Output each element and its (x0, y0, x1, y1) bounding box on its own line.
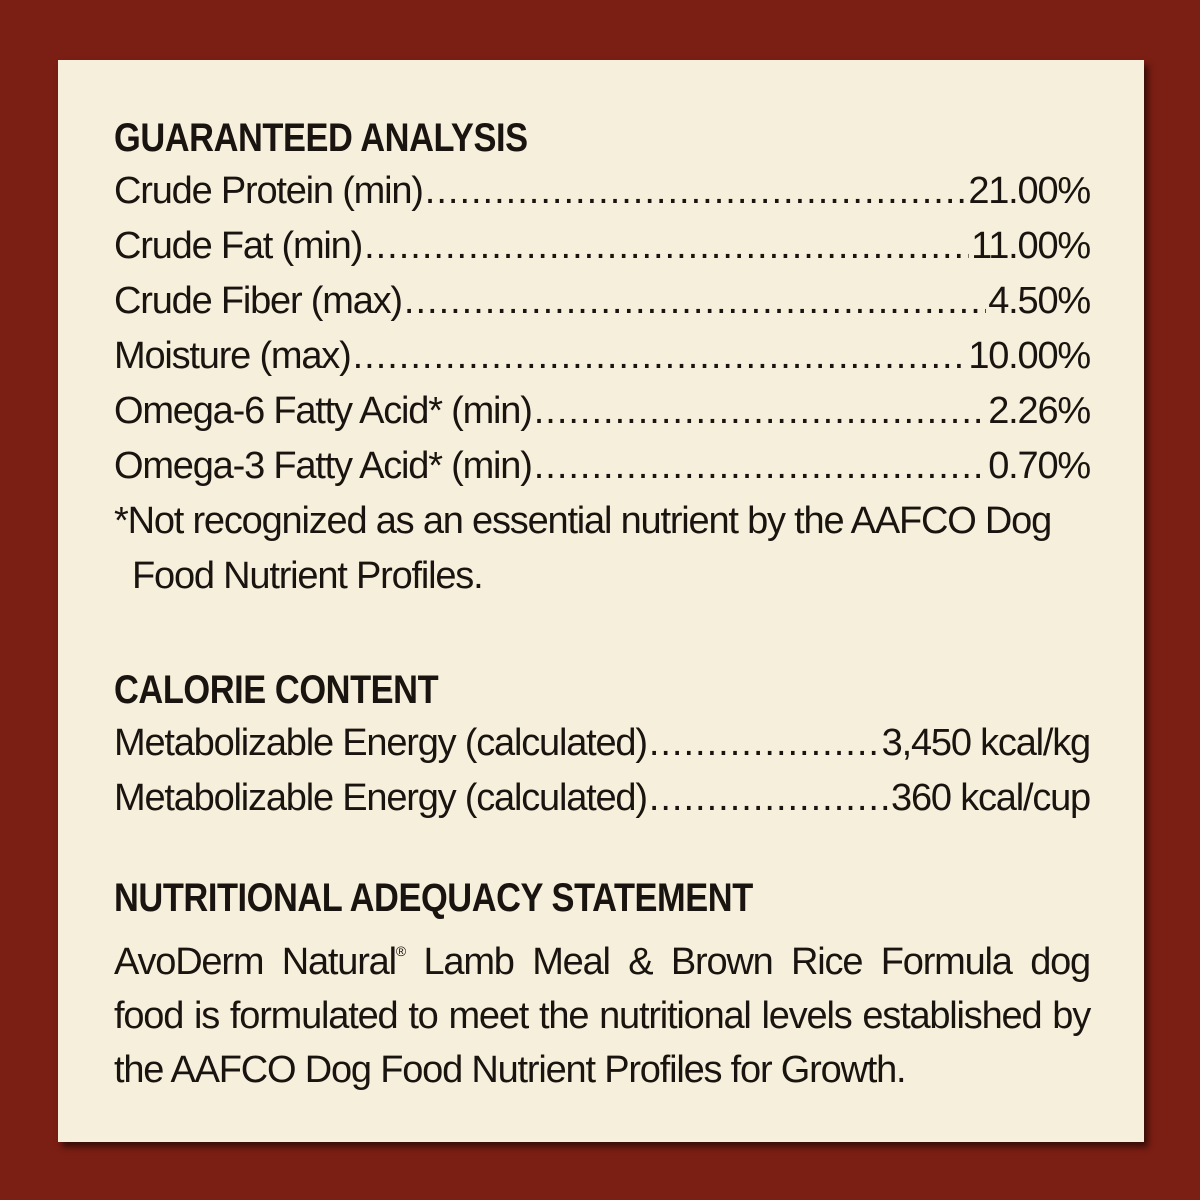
analysis-row (114, 329, 1090, 384)
nutritional-adequacy-heading: NUTRITIONAL ADEQUACY STATEMENT (114, 876, 753, 920)
calorie-row (114, 771, 1090, 826)
calorie-content-heading: CALORIE CONTENT (114, 668, 439, 712)
dot-leader (425, 164, 967, 219)
registered-mark: ® (395, 943, 405, 959)
statement-text: Lamb Meal & Brown Rice Formula dog food is formulated to meet the nutritional levels established by the AAFCO Dog Food Nutrient Profiles for Growth. (114, 941, 1090, 1091)
calorie-value: 360 kcal/cup (891, 777, 1090, 819)
guaranteed-analysis-heading: GUARANTEED ANALYSIS (114, 116, 528, 160)
footnote-line-2: Food Nutrient Profiles. (132, 555, 483, 597)
panel-content (114, 112, 1090, 1097)
analysis-value: 21.00% (968, 170, 1090, 212)
analysis-value: 2.26% (988, 390, 1090, 432)
dot-leader (364, 219, 969, 274)
analysis-value: 4.50% (988, 280, 1090, 322)
analysis-value: 10.00% (968, 335, 1090, 377)
analysis-value: 11.00% (971, 225, 1090, 267)
analysis-row (114, 439, 1090, 494)
analysis-row (114, 384, 1090, 439)
adequacy-statement (114, 924, 1090, 1097)
analysis-label: Omega-6 Fatty Acid* (min) (114, 390, 532, 432)
calorie-row (114, 716, 1090, 771)
footnote (114, 494, 1090, 604)
dot-leader (534, 439, 987, 494)
nutrition-panel (58, 60, 1144, 1142)
analysis-label: Crude Protein (min) (114, 170, 423, 212)
section-spacer (114, 604, 1090, 664)
dot-leader (353, 329, 967, 384)
analysis-label: Moisture (max) (114, 335, 351, 377)
analysis-value: 0.70% (988, 445, 1090, 487)
calorie-value: 3,450 kcal/kg (881, 722, 1090, 764)
analysis-row (114, 164, 1090, 219)
analysis-label: Crude Fat (min) (114, 225, 363, 267)
analysis-label: Crude Fiber (max) (114, 280, 402, 322)
dot-leader (534, 384, 987, 439)
analysis-label: Omega-3 Fatty Acid* (min) (114, 445, 532, 487)
footnote-line-1: *Not recognized as an essential nutrient by the AAFCO Dog (114, 500, 1052, 542)
dot-leader (404, 274, 986, 329)
section-spacer (114, 826, 1090, 872)
calorie-label: Metabolizable Energy (calculated) (114, 777, 647, 819)
brand-name: AvoDerm Natural (114, 941, 396, 983)
analysis-row (114, 219, 1090, 274)
dot-leader (649, 771, 889, 826)
calorie-label: Metabolizable Energy (calculated) (114, 722, 647, 764)
analysis-row (114, 274, 1090, 329)
dot-leader (649, 716, 880, 771)
